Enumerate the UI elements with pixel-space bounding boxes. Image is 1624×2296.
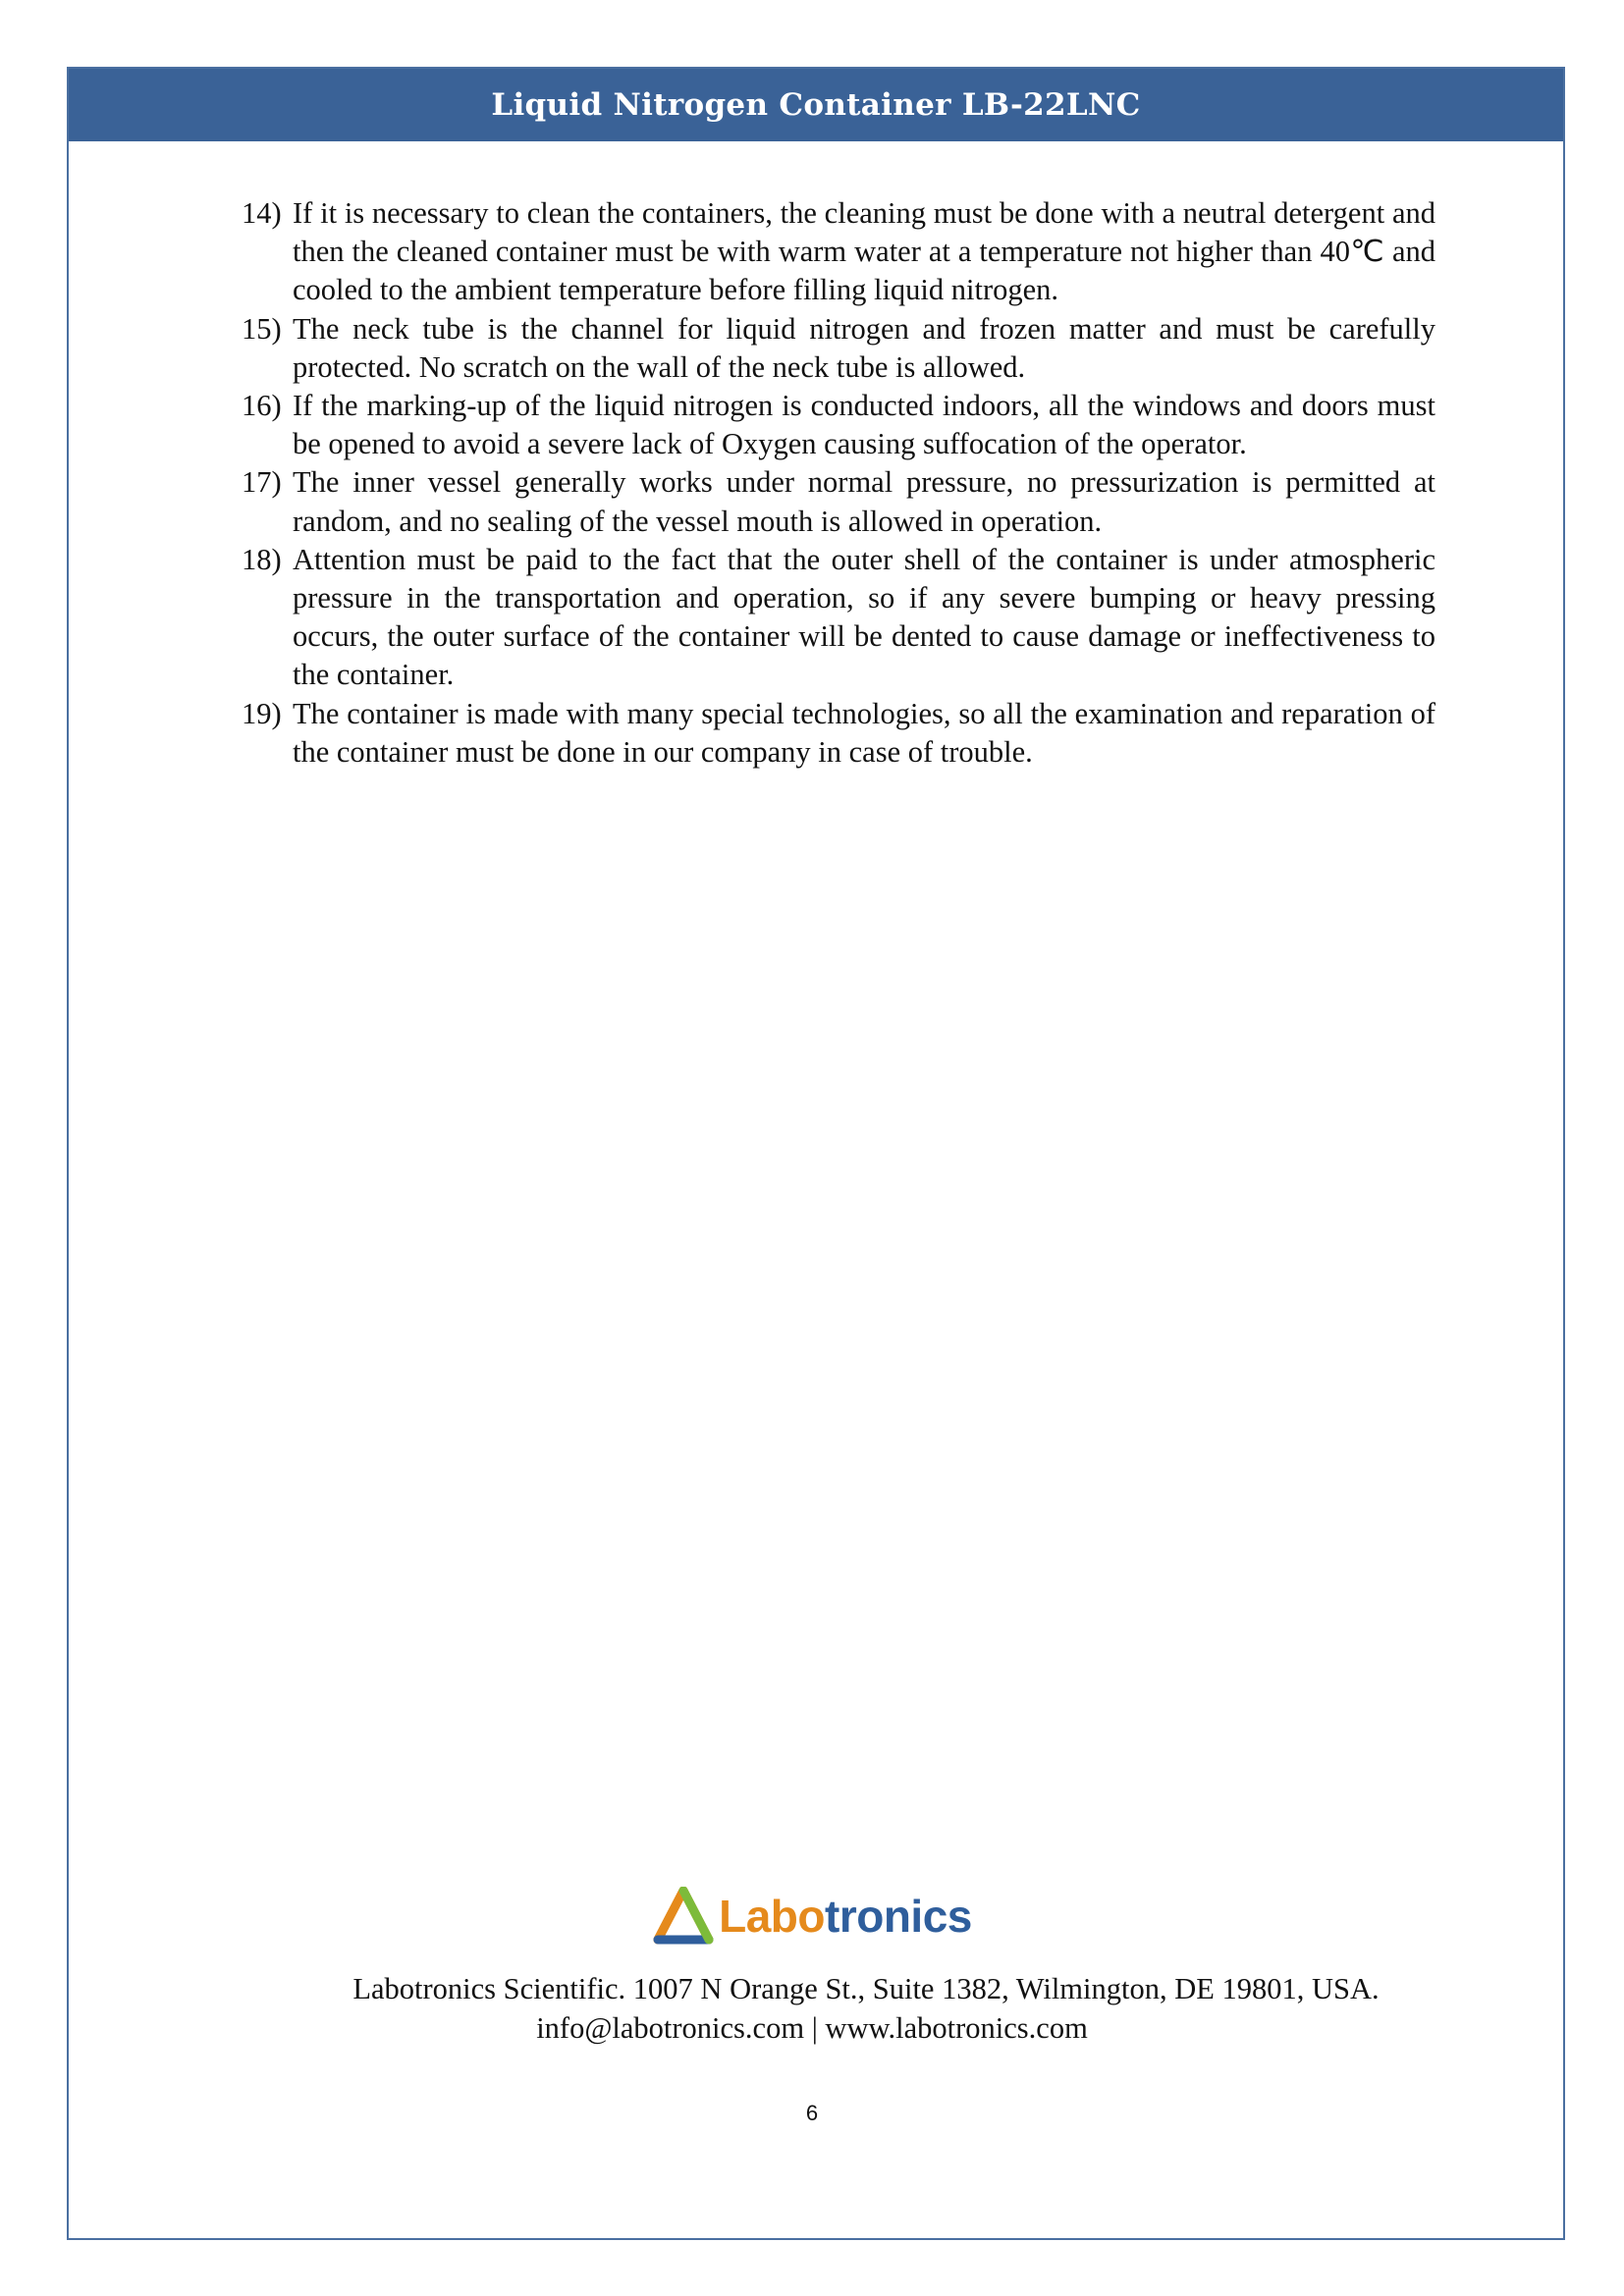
logo-wordmark xyxy=(719,1891,972,1942)
list-item xyxy=(242,541,1435,695)
company-contact: info@labotronics.com | www.labotronics.com xyxy=(536,2011,1088,2045)
item-number: 15) xyxy=(242,311,282,346)
item-number: 14) xyxy=(242,196,282,230)
company-address: Labotronics Scientific. 1007 N Orange St., Suite 1382, Wilmington, DE 19801, USA. xyxy=(352,1972,1380,2005)
item-text: The neck tube is the channel for liquid nitrogen and frozen matter and must be carefully protected. No scratch on the wall of the neck tube is allowed. xyxy=(293,311,1435,384)
list-item xyxy=(242,463,1435,540)
logo-wordmark-tronics: tronics xyxy=(825,1891,972,1942)
item-number: 19) xyxy=(242,696,282,730)
item-text: Attention must be paid to the fact that the outer shell of the container is under atmospheric pressure in the transportation and operation, so if any severe bumping or heavy pressing occurs, the outer surface of the container will be dented to cause damage or ineffectiveness to the container. xyxy=(293,542,1435,692)
document-header xyxy=(69,69,1563,141)
list-item xyxy=(242,194,1435,310)
list-item xyxy=(242,695,1435,772)
labotronics-logo xyxy=(652,1885,972,1948)
item-text: The container is made with many special technologies, so all the examination and reparation of the container must be done in our company in case of trouble. xyxy=(293,696,1435,769)
item-text: If the marking-up of the liquid nitrogen is conducted indoors, all the windows and doors must be opened to avoid a severe lack of Oxygen causing suffocation of the operator. xyxy=(293,389,1435,461)
logo-wordmark-lab: Labo xyxy=(719,1891,825,1942)
page-number: 6 xyxy=(805,2101,819,2125)
triangle-logo-icon xyxy=(652,1887,715,1946)
company-footer xyxy=(0,1885,1624,2048)
list-item xyxy=(242,387,1435,463)
item-number: 16) xyxy=(242,389,282,423)
item-number: 18) xyxy=(242,542,282,576)
instruction-list xyxy=(242,194,1435,772)
item-text: If it is necessary to clean the containers, the cleaning must be done with a neutral detergent and then the cleaned container must be with warm water at a temperature not higher than 40℃ and cooled to the ambient temperature before filling liquid nitrogen. xyxy=(293,196,1435,307)
item-text: The inner vessel generally works under normal pressure, no pressurization is permitted at random, and no sealing of the vessel mouth is allowed in operation. xyxy=(293,465,1435,538)
document-title: Liquid Nitrogen Container LB-22LNC xyxy=(491,87,1141,123)
list-item xyxy=(242,310,1435,387)
item-number: 17) xyxy=(242,465,282,500)
